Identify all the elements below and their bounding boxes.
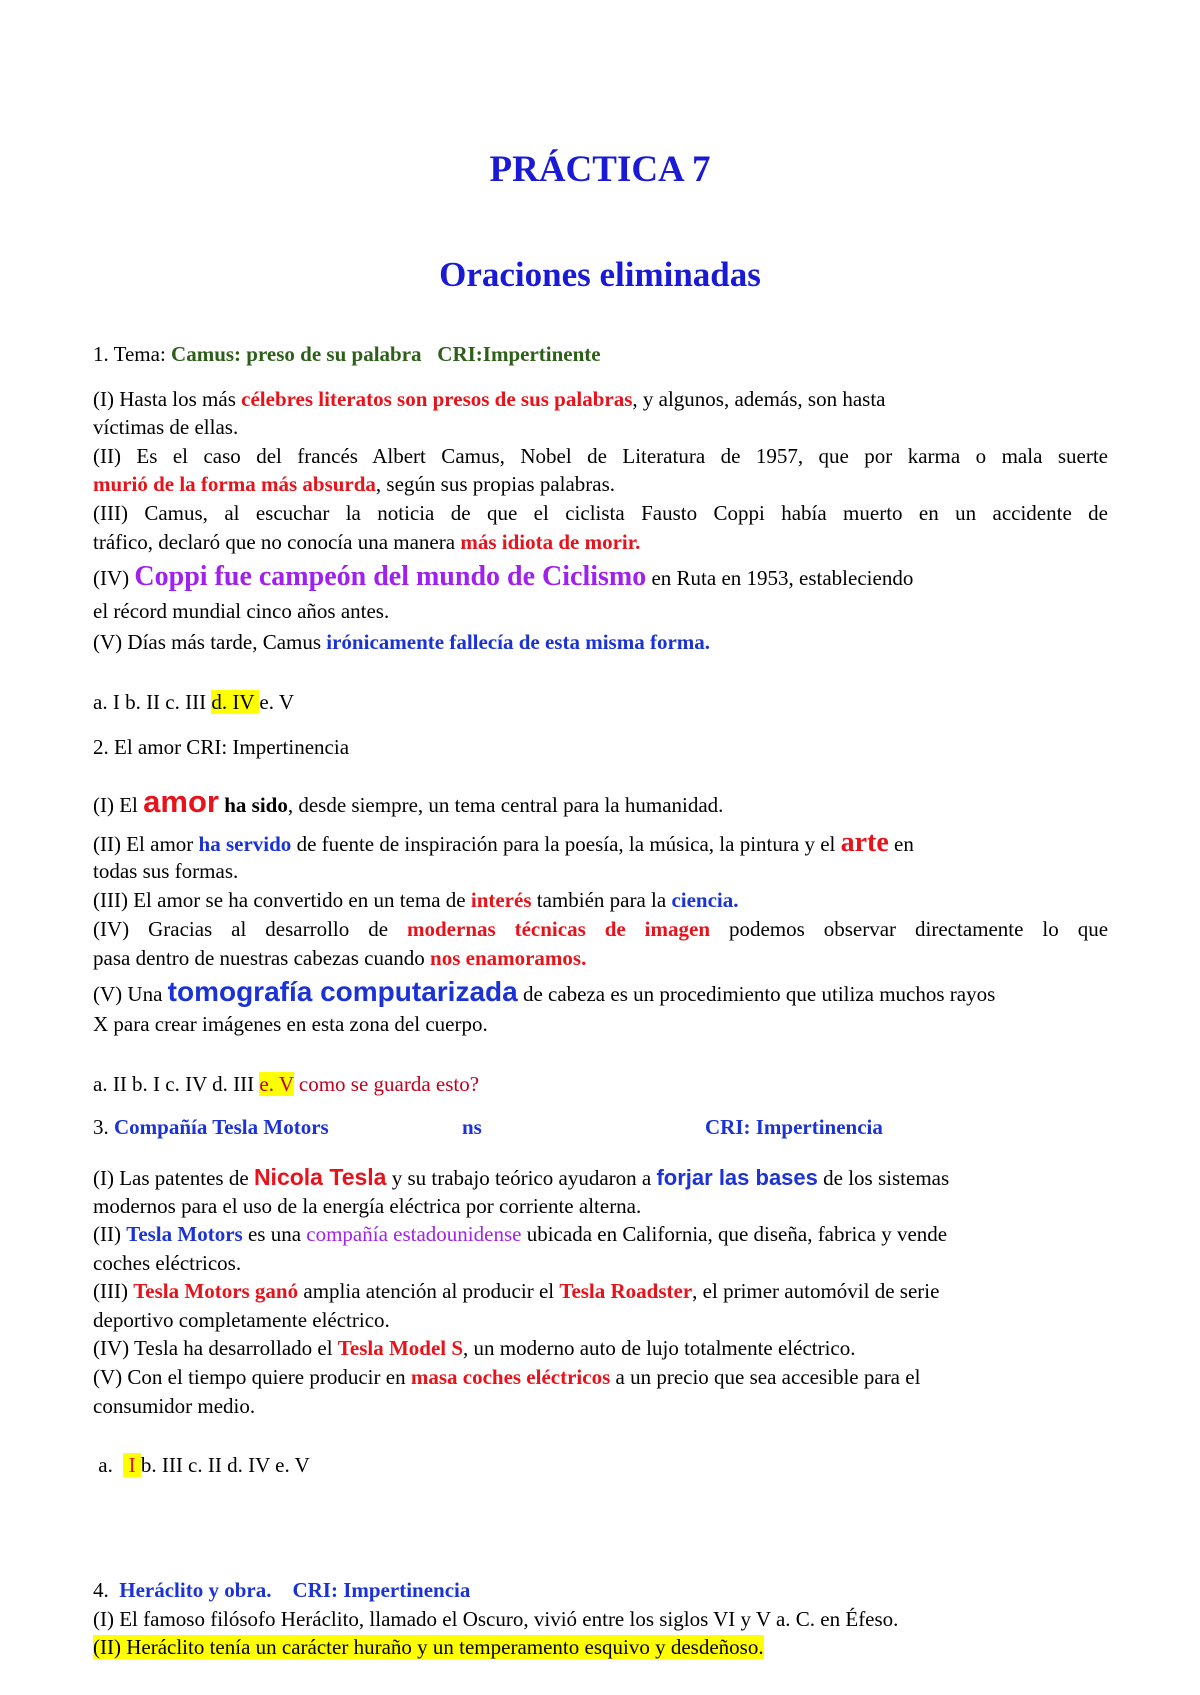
q2-sentence-2-cont: todas sus formas.	[93, 859, 239, 883]
q1-sentence-4: (IV) Coppi fue campeón del mundo de Ciclismo en Ruta en 1953, estableciendo	[93, 561, 914, 592]
q2-answer-highlight: e. V	[259, 1072, 294, 1096]
q2-sentence-4-cont: pasa dentro de nuestras cabezas cuando nos enamoramos.	[93, 946, 587, 970]
q1-sentence-2: (II) Es el caso del francés Albert Camus, Nobel de Literatura de 1957, que por karma o mala suerte	[93, 444, 1108, 468]
q1-sentence-3: (III) Camus, al escuchar la noticia de que el ciclista Fausto Coppi había muerto en un accidente de	[93, 501, 1108, 525]
page-subtitle: Oraciones eliminadas	[439, 255, 761, 294]
q4-answer-highlight: (II) Heráclito tenía un carácter huraño y un temperamento esquivo y desdeñoso.	[93, 1635, 764, 1659]
page-title: PRÁCTICA 7	[489, 149, 711, 190]
q4-sentence-2	[93, 1633, 1108, 1662]
q3-answer-highlight: I	[123, 1453, 141, 1477]
q2-sentence-5-cont: X para crear imágenes en esta zona del cuerpo.	[93, 1012, 488, 1036]
q3-sentence-2: (II) Tesla Motors es una compañía estadounidense ubicada en California, que diseña, fabrica y vende	[93, 1222, 948, 1246]
q3-sentence-1: (I) Las patentes de Nicola Tesla y su trabajo teórico ayudaron a forjar las bases de los sistemas	[93, 1164, 950, 1190]
q1-sentence-3-cont: tráfico, declaró que no conocía una manera más idiota de morir.	[93, 530, 641, 554]
q2-sentence-2: (II) El amor ha servido de fuente de inspiración para la poesía, la música, la pintura y el arte en	[93, 827, 914, 858]
q3-sentence-2-cont: coches eléctricos.	[93, 1251, 242, 1275]
q1-sentence-5: (V) Días más tarde, Camus irónicamente fallecía de esta misma forma.	[93, 630, 711, 654]
q1-options: a. I b. II c. III d. IV e. V	[93, 690, 294, 714]
q3-sentence-5-cont: consumidor medio.	[93, 1394, 256, 1418]
q2-header: 2. El amor CRI: Impertinencia	[93, 735, 350, 759]
q2-sentence-5: (V) Una tomografía computarizada de cabeza es un procedimiento que utiliza muchos rayos	[93, 976, 996, 1007]
q2-sentence-3: (III) El amor se ha convertido en un tema de interés también para la ciencia.	[93, 888, 739, 912]
q1-sentence-4-cont: el récord mundial cinco años antes.	[93, 599, 390, 623]
q1-answer-highlight: d. IV	[211, 690, 260, 714]
q2-options: a. II b. I c. IV d. III e. V como se guarda esto?	[93, 1072, 480, 1096]
q2-sentence-1: (I) El amor ha sido, desde siempre, un tema central para la humanidad.	[93, 784, 724, 819]
q4-sentence-1: (I) El famoso filósofo Heráclito, llamado el Oscuro, vivió entre los siglos VI y V a. C. en Éfeso.	[93, 1607, 899, 1631]
q3-sentence-3-cont: deportivo completamente eléctrico.	[93, 1308, 390, 1332]
q3-sentence-1-cont: modernos para el uso de la energía eléctrica por corriente alterna.	[93, 1194, 642, 1218]
q1-header: 1. Tema: Camus: preso de su palabra CRI:Impertinente	[93, 342, 601, 366]
q3-options: a. I b. III c. II d. IV e. V	[93, 1453, 310, 1477]
q4-header: 4. Heráclito y obra. CRI: Impertinencia	[93, 1578, 471, 1602]
q3-sentence-5: (V) Con el tiempo quiere producir en masa coches eléctricos a un precio que sea accesible para el	[93, 1365, 921, 1389]
q2-sentence-4: (IV) Gracias al desarrollo de modernas técnicas de imagen podemos observar directamente lo que	[93, 917, 1109, 941]
q1-sentence-1-cont: víctimas de ellas.	[93, 415, 239, 439]
q1-sentence-1: (I) Hasta los más célebres literatos son presos de sus palabras, y algunos, además, son hasta	[93, 387, 886, 411]
q3-sentence-4: (IV) Tesla ha desarrollado el Tesla Model S, un moderno auto de lujo totalmente eléctrico.	[93, 1336, 856, 1360]
q3-sentence-3: (III) Tesla Motors ganó amplia atención al producir el Tesla Roadster, el primer automóvil de serie	[93, 1279, 940, 1303]
q3-header: 3. Compañía Tesla Motors ns CRI: Impertinencia	[93, 1115, 883, 1139]
q1-sentence-2-cont: murió de la forma más absurda, según sus propias palabras.	[93, 472, 616, 496]
